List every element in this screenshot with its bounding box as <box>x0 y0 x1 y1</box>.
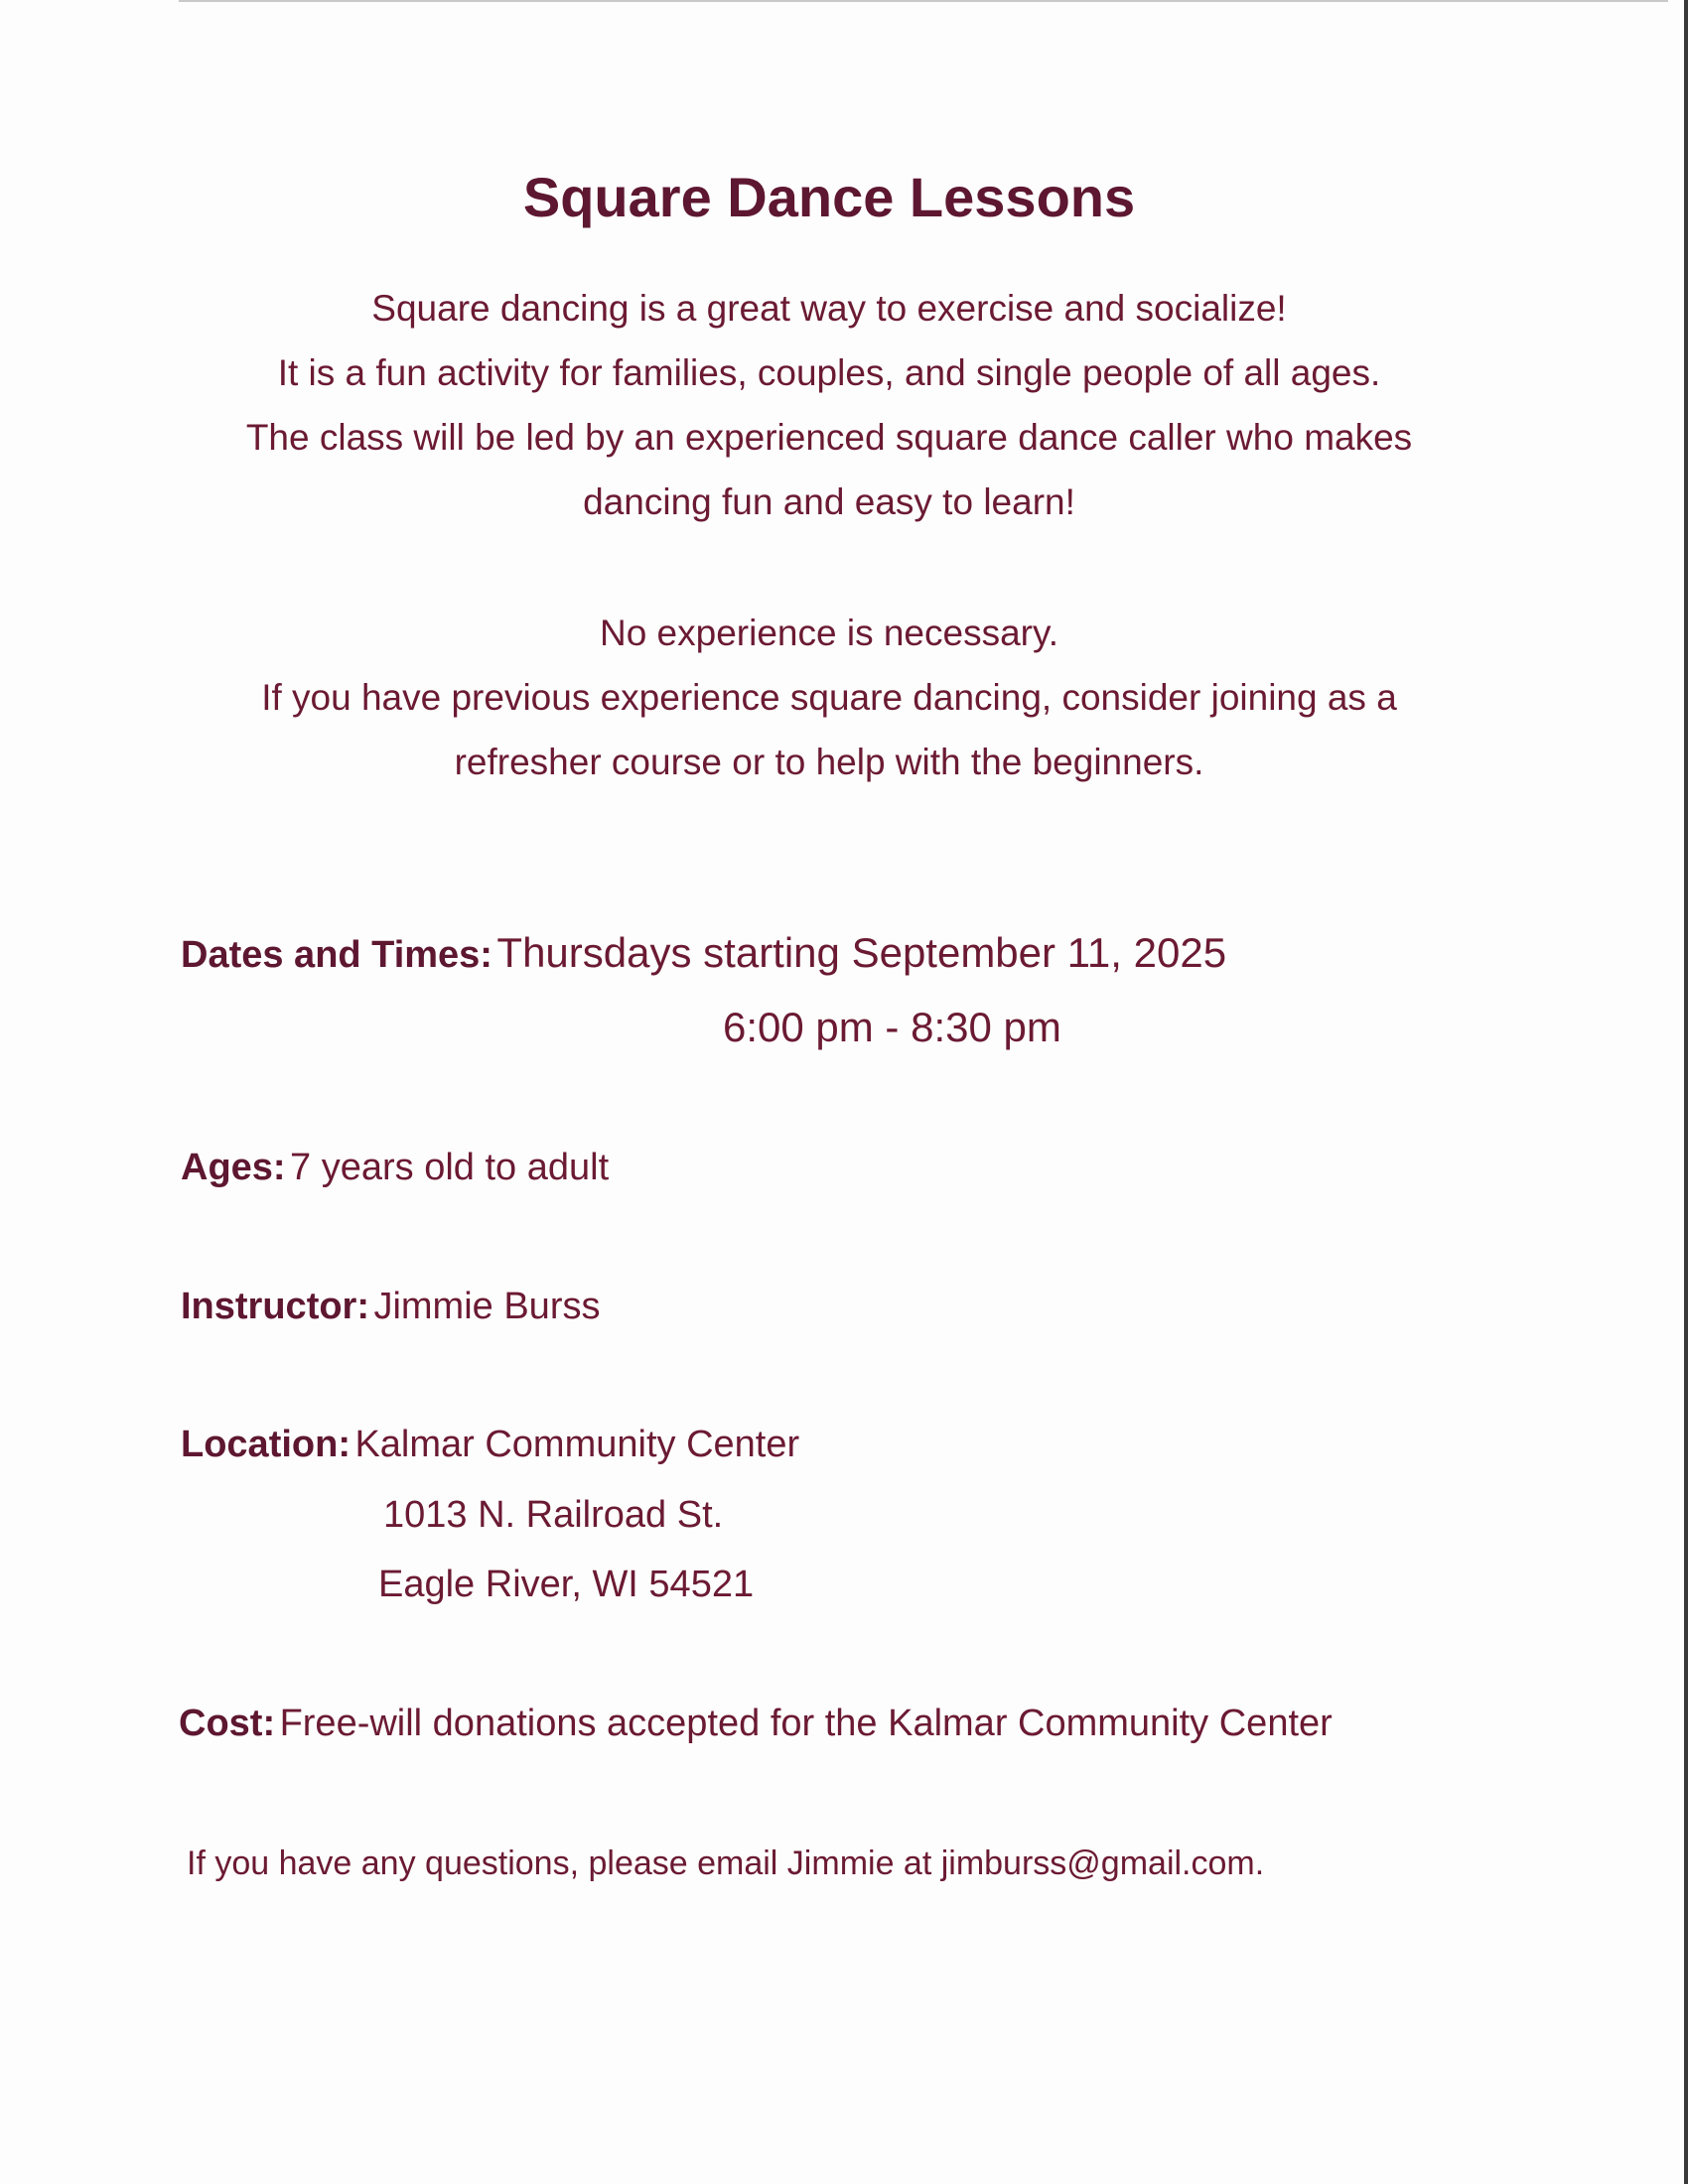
scan-right-edge <box>1684 0 1688 2184</box>
cost-value: Free-will donations accepted for the Kalmar Community Center <box>279 1703 1333 1744</box>
intro-line: The class will be led by an experienced square dance caller who makes <box>245 417 1413 458</box>
dates-row <box>181 929 1226 977</box>
intro-line: Square dancing is a great way to exercise and socialize! <box>371 288 1287 329</box>
ages-row <box>181 1147 609 1189</box>
intro-line: dancing fun and easy to learn! <box>583 481 1075 522</box>
experience-line: refresher course or to help with the beginners. <box>454 742 1204 782</box>
instructor-value: Jimmie Burss <box>373 1286 601 1327</box>
experience-line: If you have previous experience square dancing, consider joining as a <box>261 677 1397 718</box>
experience-paragraph <box>0 601 1658 794</box>
location-street: 1013 N. Railroad St. <box>383 1494 724 1536</box>
dates-label: Dates and Times: <box>181 934 492 976</box>
location-city: Eagle River, WI 54521 <box>378 1564 755 1605</box>
location-row <box>181 1424 799 1466</box>
location-label: Location: <box>181 1424 351 1465</box>
instructor-label: Instructor: <box>181 1286 369 1327</box>
ages-value: 7 years old to adult <box>290 1147 610 1188</box>
dates-value: Thursdays starting September 11, 2025 <box>496 929 1227 976</box>
instructor-row <box>181 1286 600 1328</box>
cost-row <box>179 1703 1333 1745</box>
intro-line: It is a fun activity for families, couples, and single people of all ages. <box>277 352 1381 393</box>
cost-label: Cost: <box>179 1703 276 1744</box>
intro-paragraph <box>0 276 1658 534</box>
scan-top-edge <box>179 0 1668 2</box>
contact-line: If you have any questions, please email Jimmie at jimburss@gmail.com. <box>187 1844 1265 1882</box>
location-name: Kalmar Community Center <box>354 1424 800 1465</box>
page-title: Square Dance Lessons <box>522 166 1136 228</box>
ages-label: Ages: <box>181 1147 286 1188</box>
time-value: 6:00 pm - 8:30 pm <box>723 1004 1061 1050</box>
experience-line: No experience is necessary. <box>599 613 1059 653</box>
